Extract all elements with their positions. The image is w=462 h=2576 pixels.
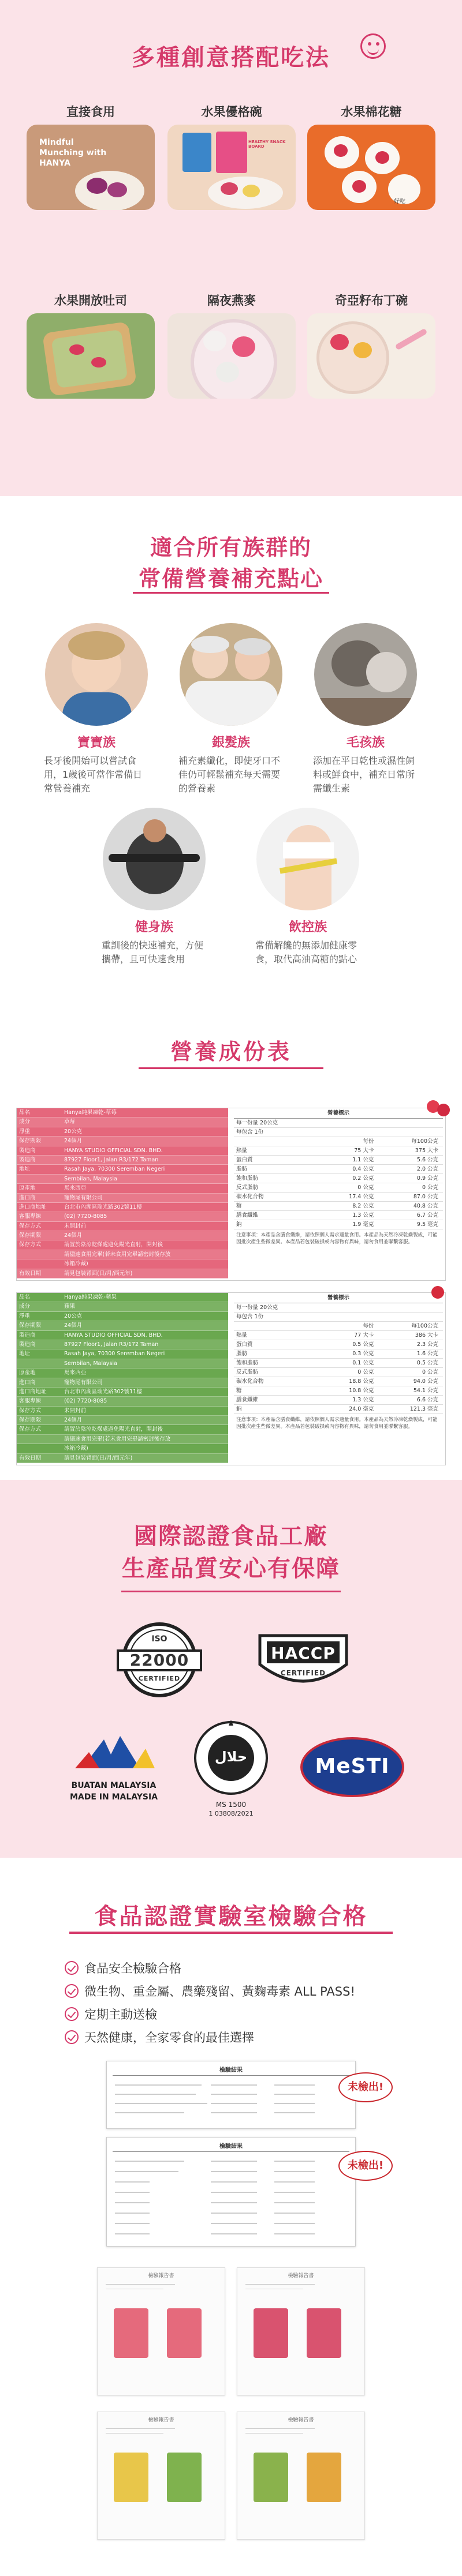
check-item: 食品安全檢驗合格: [65, 1959, 181, 1977]
nutrient-name: 鈉: [236, 1406, 242, 1412]
group-name: 健身族: [135, 920, 173, 935]
nutrition-facts-table: [234, 1108, 443, 1248]
product-info-key: 客服專線: [19, 1213, 42, 1220]
product-info-row: [17, 1388, 228, 1397]
product-info-value: 請儘速食用完畢(若未食用完畢請密封後存放: [64, 1251, 171, 1258]
halal-text: حلال: [214, 1749, 248, 1765]
lab-document-title: 檢驗報告書: [148, 2273, 174, 2279]
product-info-value: 24個月: [64, 1232, 83, 1239]
nutrition-row: [234, 1183, 443, 1193]
product-info-value: Rasah Jaya, 70300 Seremban Negeri: [64, 1166, 165, 1173]
product-info-key: [17, 1435, 61, 1443]
product-info-row: [17, 1293, 228, 1302]
iso-number: 22000: [129, 1651, 189, 1670]
nutrition-row: [234, 1146, 443, 1156]
product-info-value: 台北市內湖區瑞光路302號11樓: [64, 1203, 142, 1210]
product-info-key: 原產地: [19, 1370, 36, 1377]
idea-marshmallow: [307, 103, 435, 210]
mesti-text: MeSTI: [315, 1754, 390, 1778]
malaysia-line-1: BUATAN MALAYSIA: [71, 1781, 157, 1790]
nutrient-per-serving: 24.0 毫克: [349, 1406, 374, 1412]
lab-report-excerpt-2: [106, 2137, 356, 2247]
nutrition-facts-table: [234, 1293, 443, 1433]
photo-caption: 好吃: [394, 198, 405, 205]
group-baby: [42, 623, 151, 796]
product-info-key: 保存方式: [19, 1407, 42, 1414]
group-senior: [176, 623, 286, 796]
product-info-row: [17, 1108, 228, 1118]
product-info-key: [17, 1259, 61, 1268]
mesti-logo: [300, 1737, 404, 1801]
nutrition-row: [234, 1193, 443, 1202]
product-info-value: HANYA STUDIO OFFICIAL SDN. BHD.: [64, 1147, 163, 1154]
product-info-table: [17, 1108, 228, 1278]
iso-22000-logo: [107, 1619, 211, 1706]
nutrient-name: 糖: [236, 1203, 242, 1209]
product-info-value: Hanya純果凍乾-蘋果: [64, 1294, 117, 1300]
haccp-text: HACCP: [271, 1644, 336, 1663]
nutrition-notes: 注意事項：本產品含膳食纖維，請依照個人需求適量食用。本產品為天然冷凍乾燥製成，可能因批次產生些微差異。本產品若包裝破損或內容物有異味，請勿食用並聯繫客服。: [236, 1232, 438, 1245]
product-info-key: 品名: [19, 1294, 31, 1300]
group-diet: [253, 808, 363, 966]
title-underline: [133, 592, 329, 594]
nutrient-per-serving: 8.2 公克: [352, 1203, 374, 1209]
product-info-key: 淨重: [19, 1128, 31, 1135]
product-info-key: 保存方式: [19, 1242, 42, 1248]
nutrient-per-100: 2.3 公克: [416, 1341, 439, 1348]
nutrition-row: [234, 1165, 443, 1174]
nutrient-per-serving: 0 公克: [357, 1369, 374, 1375]
idea-label: 水果棉花糖: [341, 105, 402, 119]
product-info-value: 87927 Floor1, Jalan R3/172 Taman: [64, 1341, 159, 1348]
group-desc: 補充素纖化，即使牙口不佳仍可輕鬆補充每天需要的營養素: [178, 755, 281, 794]
product-info-value: 冰箱冷藏): [64, 1261, 88, 1268]
idea-label: 奇亞籽布丁碗: [335, 294, 408, 308]
product-info-value: 87927 Floor1, Jalan R3/172 Taman: [64, 1156, 159, 1163]
report-title: 檢驗結果: [219, 2067, 243, 2073]
nutrient-name: 飽和脂肪: [236, 1175, 259, 1182]
group-photo-senior: [180, 623, 282, 726]
not-detected-badge: 未檢出!: [338, 2072, 393, 2102]
product-info-key: 進口商地址: [19, 1388, 47, 1395]
lab-document: [237, 2267, 365, 2395]
group-fitness: [99, 808, 209, 966]
product-info-row: [17, 1127, 228, 1137]
product-info-key: [17, 1175, 61, 1183]
product-info-value: Sembilan, Malaysia: [64, 1360, 117, 1367]
nutrition-row: [234, 1377, 443, 1386]
product-info-value: 20公克: [64, 1128, 83, 1135]
idea-label: 水果優格碗: [201, 105, 262, 119]
idea-label: 直接食用: [66, 105, 115, 119]
product-info-row: [17, 1321, 228, 1330]
product-info-value: 馬來西亞: [64, 1185, 87, 1192]
nutrient-per-serving: 0.5 公克: [352, 1341, 374, 1348]
title-line-2: 生產品質安心有保障: [122, 1555, 340, 1582]
product-info-key: 淨重: [19, 1313, 31, 1319]
product-info-key: 進口商地址: [19, 1203, 47, 1210]
product-info-key: 保存期限: [19, 1417, 42, 1424]
nutri-header: 營養標示: [234, 1293, 443, 1303]
nutrition-card-strawberry: [16, 1108, 446, 1281]
col-per-serving: 每份: [363, 1323, 374, 1329]
nutrient-per-serving: 1.1 公克: [352, 1157, 374, 1163]
nutrient-per-serving: 1.3 公克: [352, 1397, 374, 1403]
product-info-value: 請見包裝背面(日/月/西元年): [64, 1270, 133, 1277]
nutrition-row: [234, 1174, 443, 1183]
col-per-serving: 每份: [363, 1138, 374, 1145]
title-underline: [121, 1591, 341, 1592]
nutrient-per-100: 6.7 公克: [416, 1212, 439, 1218]
group-photo-baby: [45, 623, 148, 726]
product-info-row: [17, 1359, 228, 1368]
product-info-value: 24個月: [64, 1322, 83, 1329]
nutrient-per-100: 0 公克: [422, 1369, 439, 1375]
nutrient-per-serving: 0.1 公克: [352, 1360, 374, 1366]
photo-caption: HEALTHY SNACK BOARD: [248, 140, 286, 149]
product-info-value: HANYA STUDIO OFFICIAL SDN. BHD.: [64, 1332, 163, 1338]
nutrient-per-100: 6.6 公克: [416, 1397, 439, 1403]
lab-report-excerpt-1: [106, 2061, 356, 2129]
product-info-row: [17, 1184, 228, 1193]
target-groups-section: [0, 496, 462, 1010]
nutrient-name: 反式脂肪: [236, 1184, 259, 1191]
nutrient-per-100: 121.3 毫克: [409, 1406, 439, 1412]
nutrition-row: [234, 1220, 443, 1229]
nutrition-row: [234, 1340, 443, 1349]
group-desc: 添加在平日乾性或濕性飼料或鮮食中，補充日常所需纖生素: [313, 755, 415, 794]
haccp-certified: CERTIFIED: [280, 1669, 326, 1677]
nutri-header: 營養標示: [234, 1108, 443, 1119]
product-info-value: 寵物尾有限公司: [64, 1379, 103, 1386]
product-info-value: 台北市內湖區瑞光路302號11樓: [64, 1388, 142, 1395]
lab-test-section: [0, 1858, 462, 2576]
title-underline: [139, 1067, 323, 1069]
product-info-value: 未開封前: [64, 1407, 87, 1414]
nutrition-row: [234, 1349, 443, 1359]
nutrient-per-serving: 1.3 公克: [352, 1212, 374, 1218]
nutrient-per-serving: 77 大卡: [354, 1332, 374, 1338]
product-info-key: 進口商: [19, 1194, 36, 1201]
product-info-value: 草莓: [64, 1119, 76, 1126]
product-info-key: 地址: [19, 1351, 31, 1358]
idea-photo-toast: [27, 313, 155, 399]
product-info-row: [17, 1454, 228, 1463]
idea-photo-chia: [307, 313, 435, 399]
lab-document: [237, 2412, 365, 2540]
check-icon: [65, 2030, 79, 2044]
product-info-row: [17, 1397, 228, 1406]
serving-ideas-title: 多種創意搭配吃法: [132, 44, 330, 71]
nutrition-row: [234, 1386, 443, 1396]
product-info-value: 20公克: [64, 1313, 83, 1319]
nutrient-per-serving: 1.9 毫克: [352, 1221, 374, 1228]
product-info-key: 成分: [19, 1303, 31, 1310]
idea-photo-direct: [27, 125, 155, 210]
product-info-key: 保存方式: [19, 1426, 42, 1433]
idea-photo-marshmallow: [307, 125, 435, 210]
product-info-row: [17, 1194, 228, 1203]
nutrient-per-100: 94.0 公克: [413, 1378, 439, 1385]
nutrient-per-serving: 18.8 公克: [349, 1378, 374, 1385]
product-info-key: [17, 1444, 61, 1453]
product-info-table: [17, 1293, 228, 1463]
nutrient-per-serving: 0.3 公克: [352, 1351, 374, 1357]
product-info-row: [17, 1407, 228, 1416]
idea-chia-pudding: [307, 291, 435, 399]
nutrient-name: 熱量: [236, 1332, 248, 1338]
product-info-row: [17, 1212, 228, 1221]
nutrient-name: 膳食纖維: [236, 1212, 259, 1218]
check-icon: [65, 1984, 79, 1998]
product-info-value: 請置於陰涼乾燥處避免陽光直射，開封後: [64, 1426, 163, 1433]
product-info-key: 客服專線: [19, 1398, 42, 1405]
product-info-key: 有效日期: [19, 1454, 42, 1461]
nutrient-per-serving: 0.4 公克: [352, 1166, 374, 1172]
product-info-value: 請置於陰涼乾燥處避免陽光直射，開封後: [64, 1242, 163, 1248]
nutrition-row: [234, 1211, 443, 1220]
product-info-key: 原產地: [19, 1185, 36, 1192]
nutrient-per-100: 0.9 公克: [416, 1175, 439, 1182]
product-info-row: [17, 1203, 228, 1212]
made-in-malaysia-logo: [65, 1728, 163, 1809]
product-info-row: [17, 1118, 228, 1127]
product-info-key: 製造商: [19, 1156, 36, 1163]
idea-photo-oats: [167, 313, 296, 399]
product-info-key: 有效日期: [19, 1270, 42, 1277]
nutrient-name: 飽和脂肪: [236, 1360, 259, 1366]
product-info-value: 24個月: [64, 1138, 83, 1145]
nutrient-per-serving: 17.4 公克: [349, 1194, 374, 1200]
check-item: 微生物、重金屬、農藥殘留、黃麴毒素 ALL PASS!: [65, 1982, 355, 2000]
nutrient-per-100: 1.6 公克: [416, 1351, 439, 1357]
lab-document-title: 檢驗報告書: [288, 2417, 314, 2423]
malaysia-line-2: MADE IN MALAYSIA: [69, 1793, 158, 1802]
product-info-value: Rasah Jaya, 70300 Seremban Negeri: [64, 1351, 165, 1358]
group-name: 飲控族: [288, 920, 327, 935]
group-desc: 常備解饞的無添加健康零食，取代高油高糖的點心: [255, 940, 357, 965]
nutrition-row: [234, 1405, 443, 1414]
nutrient-name: 鈉: [236, 1221, 242, 1228]
nutrition-title: 營養成份表: [170, 1039, 292, 1064]
nutrition-row: [234, 1331, 443, 1340]
product-info-key: 保存期限: [19, 1232, 42, 1239]
product-info-row: [17, 1240, 228, 1250]
product-info-row: [17, 1416, 228, 1425]
product-info-row: [17, 1444, 228, 1453]
nutrition-card-apple: [16, 1292, 446, 1465]
nutrient-name: 脂肪: [236, 1166, 248, 1172]
product-info-key: 製造商: [19, 1332, 36, 1338]
product-info-row: [17, 1378, 228, 1388]
product-info-value: 冰箱冷藏): [64, 1445, 88, 1452]
idea-label: 隔夜燕麥: [207, 294, 256, 308]
product-info-value: 蘋果: [64, 1303, 76, 1310]
iso-top-text: ISO: [151, 1634, 167, 1644]
report-title: 檢驗結果: [219, 2143, 243, 2150]
product-info-row: [17, 1435, 228, 1444]
product-info-value: Hanya純果凍乾-草莓: [64, 1109, 117, 1116]
nutrient-name: 膳食纖維: [236, 1397, 259, 1403]
nutrient-per-100: 2.0 公克: [416, 1166, 439, 1172]
product-info-row: [17, 1259, 228, 1269]
product-info-row: [17, 1175, 228, 1184]
photo-caption: Mindful Munching with HANYA: [39, 138, 107, 168]
nutrient-name: 反式脂肪: [236, 1369, 259, 1375]
nutrient-name: 糖: [236, 1388, 242, 1394]
product-info-key: [17, 1359, 61, 1368]
product-info-row: [17, 1222, 228, 1231]
nutrient-per-100: 375 大卡: [415, 1148, 439, 1154]
title-line-1: 適合所有族群的: [150, 535, 312, 560]
product-info-key: 品名: [19, 1109, 31, 1116]
idea-direct-eat: [27, 103, 155, 210]
nutrient-per-100: 40.8 公克: [413, 1203, 439, 1209]
group-photo-fitness: [103, 808, 206, 910]
nutrient-name: 脂肪: [236, 1351, 248, 1357]
lab-document-title: 檢驗報告書: [288, 2273, 314, 2279]
nutrient-per-serving: 10.8 公克: [349, 1388, 374, 1394]
nutrient-per-100: 5.6 公克: [416, 1157, 439, 1163]
title-underline: [69, 1932, 393, 1934]
nutrient-per-100: 54.1 公克: [413, 1388, 439, 1394]
target-groups-title: [0, 532, 462, 594]
certification-title: [0, 1520, 462, 1585]
product-info-key: 保存方式: [19, 1223, 42, 1229]
product-info-value: 24個月: [64, 1417, 83, 1424]
check-item: 定期主動送檢: [65, 2005, 157, 2023]
strawberry-icon: [437, 1104, 450, 1116]
lab-document: [97, 2267, 225, 2395]
nutrient-name: 碳水化合物: [236, 1378, 264, 1385]
product-info-key: 保存期限: [19, 1138, 42, 1145]
idea-photo-yogurt: [167, 125, 296, 210]
check-item: 天然健康，全家零食的最佳選擇: [65, 2028, 254, 2046]
product-info-row: [17, 1349, 228, 1359]
group-photo-diet: [256, 808, 359, 910]
product-info-value: 請見包裝背面(日/月/西元年): [64, 1454, 133, 1461]
idea-label: 水果開放吐司: [54, 294, 127, 308]
group-desc: 重訓後的快速補充，方便攜帶，且可快速食用: [102, 940, 204, 965]
product-info-row: [17, 1156, 228, 1165]
idea-overnight-oats: [167, 291, 296, 399]
nutrient-name: 熱量: [236, 1148, 248, 1154]
iso-bottom-text: CERTIFIED: [138, 1675, 181, 1682]
nutrition-notes: 注意事項：本產品含膳食纖維，請依照個人需求適量食用。本產品為天然冷凍乾燥製成，可能因批次產生些微差異。本產品若包裝破損或內容物有異味，請勿食用並聯繫客服。: [236, 1417, 438, 1430]
smiley-icon: [360, 33, 386, 59]
product-info-value: 未開封前: [64, 1223, 87, 1229]
check-icon: [65, 2007, 79, 2021]
nutrient-per-serving: 75 大卡: [354, 1148, 374, 1154]
nutrient-per-100: 9.5 毫克: [416, 1221, 439, 1228]
product-info-value: 請儘速食用完畢(若未食用完畢請密封後存放: [64, 1435, 171, 1442]
lab-test-title: 食品認證實驗室檢驗合格: [94, 1903, 368, 1930]
serving-ideas-section: [0, 0, 462, 496]
product-info-value: (02) 7720-8085: [64, 1398, 107, 1405]
servings: 每包含 1份: [236, 1314, 264, 1320]
product-info-row: [17, 1231, 228, 1240]
product-info-row: [17, 1340, 228, 1349]
group-photo-pet: [314, 623, 417, 726]
nutrition-row: [234, 1368, 443, 1377]
nutrient-name: 蛋白質: [236, 1341, 253, 1348]
lab-document: [97, 2412, 225, 2540]
idea-toast: [27, 291, 155, 399]
haccp-logo: [254, 1624, 352, 1699]
product-info-value: (02) 7720-8085: [64, 1213, 107, 1220]
product-info-key: [17, 1250, 61, 1259]
idea-yogurt-bowl: [167, 103, 296, 210]
product-info-value: 寵物尾有限公司: [64, 1194, 103, 1201]
product-info-row: [17, 1312, 228, 1321]
group-name: 銀髮族: [211, 736, 250, 750]
product-info-key: 製造商: [19, 1147, 36, 1154]
col-per-100: 每100公克: [411, 1138, 439, 1145]
nutrition-section: [0, 1010, 462, 1480]
product-info-row: [17, 1368, 228, 1378]
halal-code-2: 1 03808/2021: [208, 1810, 254, 1817]
product-info-row: [17, 1137, 228, 1146]
col-per-100: 每100公克: [411, 1323, 439, 1329]
group-name: 毛孩族: [346, 736, 385, 750]
nutrient-per-serving: 0 公克: [357, 1184, 374, 1191]
nutrition-row: [234, 1396, 443, 1405]
nutrient-name: 蛋白質: [236, 1157, 253, 1163]
product-info-row: [17, 1331, 228, 1340]
product-info-row: [17, 1302, 228, 1311]
product-info-key: 保存期限: [19, 1322, 42, 1329]
product-info-row: [17, 1250, 228, 1259]
nutrient-per-100: 386 大卡: [415, 1332, 439, 1338]
nutrient-per-100: 0 公克: [422, 1184, 439, 1191]
lab-document-title: 檢驗報告書: [148, 2417, 174, 2423]
nutrient-name: 碳水化合物: [236, 1194, 264, 1200]
halal-code-1: MS 1500: [215, 1801, 247, 1809]
product-info-key: 地址: [19, 1166, 31, 1173]
nutrient-per-serving: 0.2 公克: [352, 1175, 374, 1182]
not-detected-badge: 未檢出!: [338, 2151, 393, 2181]
nutrition-row: [234, 1359, 443, 1368]
nutrient-per-100: 0.5 公克: [416, 1360, 439, 1366]
product-info-value: 馬來西亞: [64, 1370, 87, 1377]
servings: 每包含 1份: [236, 1129, 264, 1135]
group-pet: [311, 623, 420, 796]
product-info-key: 製造商: [19, 1341, 36, 1348]
product-info-key: 進口商: [19, 1379, 36, 1386]
halal-logo: [191, 1718, 271, 1821]
product-info-key: 成分: [19, 1119, 31, 1126]
group-name: 寶寶族: [77, 736, 116, 750]
nutrition-row: [234, 1202, 443, 1211]
apple-icon: [431, 1286, 444, 1299]
check-icon: [65, 1961, 79, 1975]
product-info-row: [17, 1146, 228, 1156]
serving-size: 每一份量 20公克: [236, 1304, 278, 1311]
product-info-row: [17, 1425, 228, 1434]
serving-size: 每一份量 20公克: [236, 1120, 278, 1126]
certification-section: [0, 1480, 462, 1858]
nutrient-per-100: 87.0 公克: [413, 1194, 439, 1200]
product-info-row: [17, 1269, 228, 1278]
group-desc: 長牙後開始可以嘗試食用，1歲後可當作常備日常營養補充: [44, 755, 143, 794]
title-line-1: 國際認證食品工廠: [134, 1523, 328, 1550]
nutrition-row: [234, 1156, 443, 1165]
product-info-value: Sembilan, Malaysia: [64, 1175, 117, 1182]
product-info-row: [17, 1165, 228, 1174]
title-line-2: 常備營養補充點心: [138, 566, 323, 591]
